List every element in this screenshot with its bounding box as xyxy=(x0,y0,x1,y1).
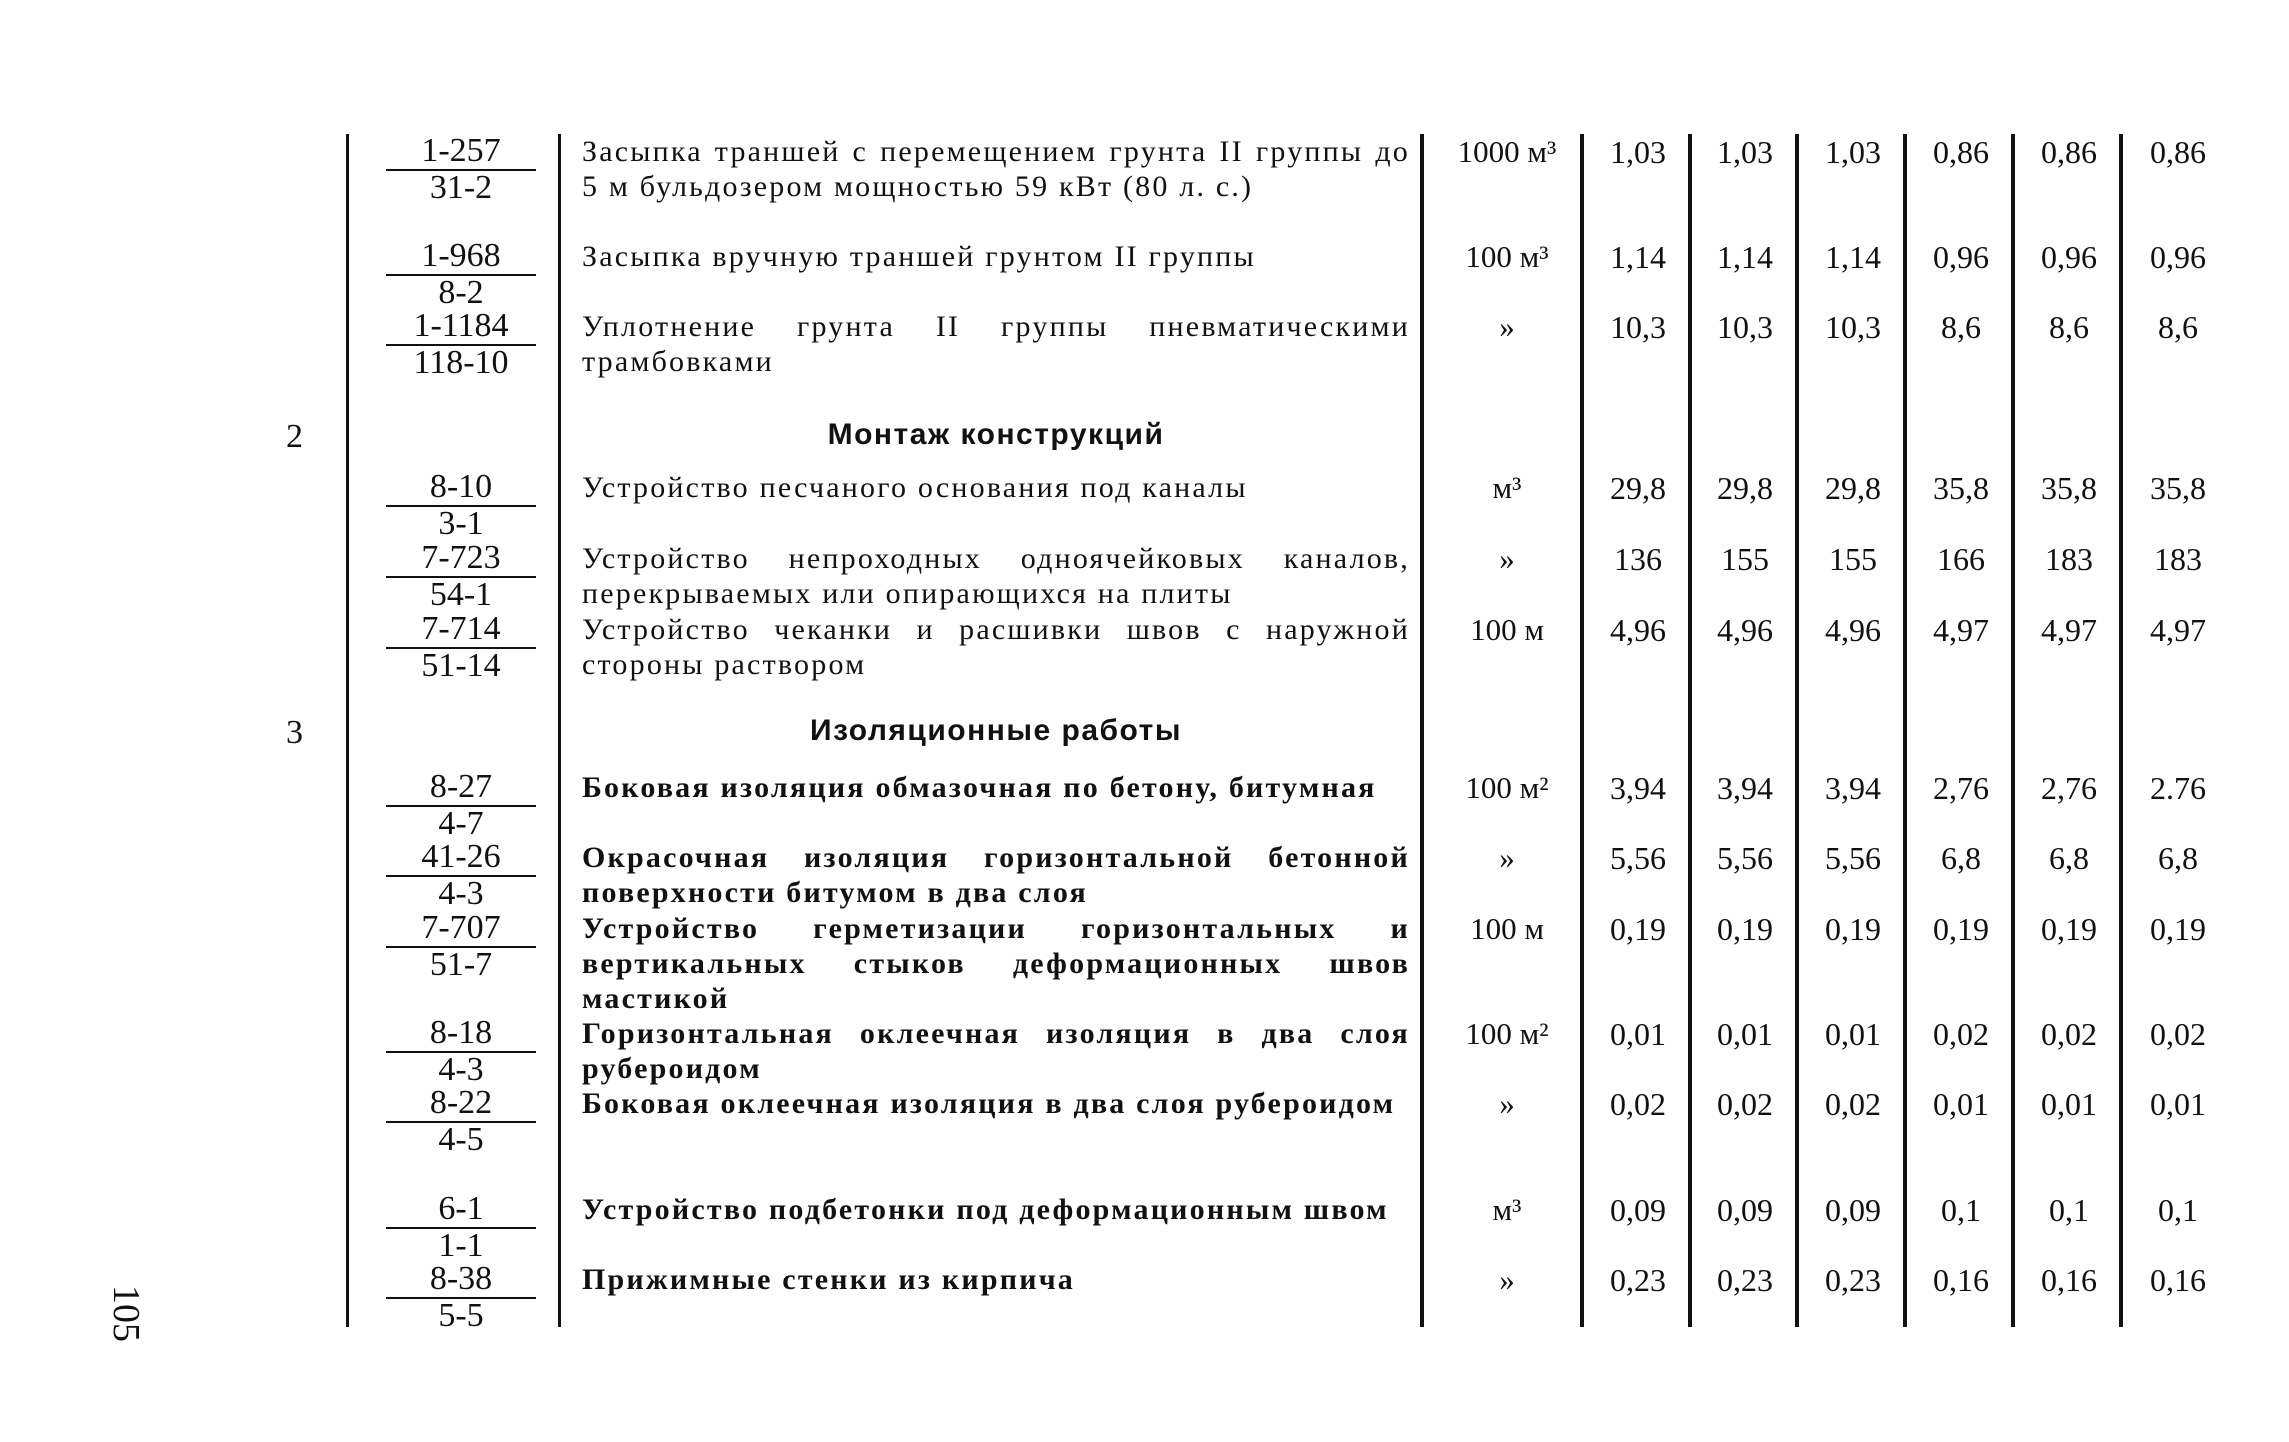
value-cell: 1,14 xyxy=(1825,239,1881,275)
value-cell: 5,56 xyxy=(1825,840,1881,876)
value-cell: 4,96 xyxy=(1610,612,1666,648)
value-cell: 0,1 xyxy=(2049,1192,2089,1228)
column-rule xyxy=(2011,134,2015,1327)
value-cell: 1,03 xyxy=(1610,134,1666,170)
code-denominator: 54-1 xyxy=(429,576,493,613)
section-title: Монтаж конструкций xyxy=(827,418,1165,451)
code-numerator: 8-27 xyxy=(386,770,536,807)
norm-code xyxy=(386,541,536,612)
value-cell: 2.76 xyxy=(2150,770,2206,806)
value-cell: 0,16 xyxy=(2041,1262,2097,1298)
code-numerator: 8-22 xyxy=(386,1086,536,1123)
code-numerator: 8-38 xyxy=(386,1262,536,1299)
value-cell: 0,96 xyxy=(2150,239,2206,275)
value-cell: 4,97 xyxy=(1933,612,1989,648)
value-cell: 0,01 xyxy=(2041,1086,2097,1122)
code-numerator: 6-1 xyxy=(386,1192,536,1229)
value-cell: 3,94 xyxy=(1717,770,1773,806)
norm-code xyxy=(386,911,536,982)
page-number: 105 xyxy=(105,1285,147,1342)
value-cell: 0,01 xyxy=(2150,1086,2206,1122)
value-cell: 3,94 xyxy=(1825,770,1881,806)
value-cell: 183 xyxy=(2154,541,2202,577)
value-cell: 10,3 xyxy=(1610,309,1666,345)
value-cell: 183 xyxy=(2045,541,2093,577)
unit-of-measure: м³ xyxy=(1492,470,1522,505)
value-cell: 0,02 xyxy=(1717,1086,1773,1122)
section-title: Изоляционные работы xyxy=(810,714,1182,747)
value-cell: 0,01 xyxy=(1717,1016,1773,1052)
unit-of-measure: 100 м² xyxy=(1465,770,1549,805)
value-cell: 0,86 xyxy=(1933,134,1989,170)
value-cell: 8,6 xyxy=(1941,309,1981,345)
code-numerator: 7-707 xyxy=(386,911,536,948)
norm-code xyxy=(386,1262,536,1333)
value-cell: 1,14 xyxy=(1717,239,1773,275)
value-cell: 0,19 xyxy=(1933,911,1989,947)
column-rule xyxy=(346,134,349,1327)
value-cell: 0,19 xyxy=(1825,911,1881,947)
value-cell: 3,94 xyxy=(1610,770,1666,806)
work-description: Боковая изоляция обмазочная по бетону, битумная xyxy=(582,771,1377,804)
code-numerator: 7-723 xyxy=(386,541,536,578)
work-description: Боковая оклеечная изоляция в два слоя рубероидом xyxy=(582,1087,1396,1120)
work-description: Прижимные стенки из кирпича xyxy=(582,1263,1076,1296)
value-cell: 0,23 xyxy=(1610,1262,1666,1298)
value-cell: 29,8 xyxy=(1610,470,1666,506)
value-cell: 35,8 xyxy=(2150,470,2206,506)
norm-code xyxy=(386,1016,536,1087)
code-denominator: 4-3 xyxy=(438,1051,484,1088)
code-denominator: 51-7 xyxy=(429,946,493,983)
value-cell: 10,3 xyxy=(1717,309,1773,345)
norm-code xyxy=(386,239,536,310)
code-numerator: 1-968 xyxy=(386,239,536,276)
column-rule xyxy=(558,134,561,1327)
unit-of-measure: » xyxy=(1499,541,1515,576)
code-numerator: 41-26 xyxy=(386,840,536,877)
value-cell: 4,96 xyxy=(1717,612,1773,648)
value-cell: 0,23 xyxy=(1717,1262,1773,1298)
unit-of-measure: 1000 м³ xyxy=(1457,134,1557,169)
value-cell: 8,6 xyxy=(2049,309,2089,345)
work-description: Устройство подбетонки под деформационным швом xyxy=(582,1193,1389,1226)
value-cell: 0,02 xyxy=(1825,1086,1881,1122)
unit-of-measure: 100 м² xyxy=(1465,1016,1549,1051)
value-cell: 5,56 xyxy=(1610,840,1666,876)
value-cell: 0,96 xyxy=(2041,239,2097,275)
code-denominator: 4-7 xyxy=(438,805,484,842)
code-denominator: 1-1 xyxy=(438,1227,484,1264)
work-description: Горизонтальная оклеечная изоляция в два слоя рубероидом xyxy=(582,1017,1410,1085)
norm-code xyxy=(386,309,536,380)
unit-of-measure: » xyxy=(1499,1262,1515,1297)
value-cell: 2,76 xyxy=(2041,770,2097,806)
value-cell: 0,09 xyxy=(1825,1192,1881,1228)
value-cell: 1,03 xyxy=(1825,134,1881,170)
work-description: Окрасочная изоляция горизонтальной бетонной поверхности битумом в два слоя xyxy=(582,841,1410,909)
column-rule xyxy=(2119,134,2123,1327)
norm-code xyxy=(386,612,536,683)
norm-code xyxy=(386,840,536,911)
code-denominator: 5-5 xyxy=(438,1297,484,1334)
value-cell: 8,6 xyxy=(2158,309,2198,345)
value-cell: 0,19 xyxy=(1610,911,1666,947)
norm-code xyxy=(386,770,536,841)
section-number: 3 xyxy=(286,714,303,751)
code-denominator: 118-10 xyxy=(413,344,509,381)
value-cell: 0,01 xyxy=(1933,1086,1989,1122)
code-denominator: 4-3 xyxy=(438,875,484,912)
value-cell: 6,8 xyxy=(2158,840,2198,876)
value-cell: 0,09 xyxy=(1717,1192,1773,1228)
value-cell: 0,02 xyxy=(1610,1086,1666,1122)
norm-code xyxy=(386,1192,536,1263)
value-cell: 4,96 xyxy=(1825,612,1881,648)
work-description: Устройство песчаного основания под каналы xyxy=(582,471,1248,504)
norm-code xyxy=(386,470,536,541)
code-numerator: 8-18 xyxy=(386,1016,536,1053)
value-cell: 6,8 xyxy=(1941,840,1981,876)
value-cell: 0,19 xyxy=(1717,911,1773,947)
value-cell: 35,8 xyxy=(1933,470,1989,506)
unit-of-measure: 100 м xyxy=(1470,911,1544,946)
value-cell: 0,96 xyxy=(1933,239,1989,275)
value-cell: 0,16 xyxy=(2150,1262,2206,1298)
column-rule xyxy=(1420,134,1424,1327)
value-cell: 0,86 xyxy=(2150,134,2206,170)
unit-of-measure: 100 м xyxy=(1470,612,1544,647)
code-denominator: 4-5 xyxy=(438,1121,484,1158)
code-denominator: 51-14 xyxy=(421,647,501,684)
value-cell: 0,01 xyxy=(1610,1016,1666,1052)
column-rule xyxy=(1903,134,1907,1327)
value-cell: 5,56 xyxy=(1717,840,1773,876)
unit-of-measure: » xyxy=(1499,1086,1515,1121)
value-cell: 4,97 xyxy=(2150,612,2206,648)
unit-of-measure: 100 м³ xyxy=(1465,239,1549,274)
value-cell: 29,8 xyxy=(1825,470,1881,506)
work-description: Уплотнение грунта II группы пневматическими трамбовками xyxy=(582,310,1410,378)
value-cell: 2,76 xyxy=(1933,770,1989,806)
value-cell: 0,02 xyxy=(2150,1016,2206,1052)
value-cell: 0,23 xyxy=(1825,1262,1881,1298)
work-description: Устройство чеканки и расшивки швов с наружной стороны раствором xyxy=(582,613,1410,681)
value-cell: 0,86 xyxy=(2041,134,2097,170)
unit-of-measure: » xyxy=(1499,840,1515,875)
code-denominator: 8-2 xyxy=(438,274,484,311)
value-cell: 0,02 xyxy=(1933,1016,1989,1052)
norm-code xyxy=(386,1086,536,1157)
value-cell: 136 xyxy=(1614,541,1662,577)
value-cell: 0,19 xyxy=(2041,911,2097,947)
value-cell: 35,8 xyxy=(2041,470,2097,506)
value-cell: 0,01 xyxy=(1825,1016,1881,1052)
value-cell: 6,8 xyxy=(2049,840,2089,876)
value-cell: 0,09 xyxy=(1610,1192,1666,1228)
value-cell: 1,14 xyxy=(1610,239,1666,275)
value-cell: 155 xyxy=(1829,541,1877,577)
unit-of-measure: м³ xyxy=(1492,1192,1522,1227)
value-cell: 166 xyxy=(1937,541,1985,577)
code-numerator: 1-257 xyxy=(386,134,536,171)
work-description: Засыпка траншей с перемещением грунта II группы до 5 м бульдозером мощностью 59 кВт (80 л. с.) xyxy=(582,135,1410,203)
value-cell: 0,02 xyxy=(2041,1016,2097,1052)
value-cell: 155 xyxy=(1721,541,1769,577)
value-cell: 0,16 xyxy=(1933,1262,1989,1298)
value-cell: 0,1 xyxy=(1941,1192,1981,1228)
value-cell: 4,97 xyxy=(2041,612,2097,648)
work-description: Устройство герметизации горизонтальных и вертикальных стыков деформационных швов мастикой xyxy=(582,912,1410,1015)
code-numerator: 7-714 xyxy=(386,612,536,649)
column-rule xyxy=(1795,134,1799,1327)
value-cell: 0,1 xyxy=(2158,1192,2198,1228)
code-numerator: 8-10 xyxy=(386,470,536,507)
code-denominator: 31-2 xyxy=(429,169,493,206)
value-cell: 10,3 xyxy=(1825,309,1881,345)
value-cell: 1,03 xyxy=(1717,134,1773,170)
work-description: Засыпка вручную траншей грунтом II группы xyxy=(582,240,1256,273)
code-denominator: 3-1 xyxy=(438,505,484,542)
section-number: 2 xyxy=(286,418,303,455)
unit-of-measure: » xyxy=(1499,309,1515,344)
code-numerator: 1-1184 xyxy=(386,309,536,346)
norm-code xyxy=(386,134,536,205)
value-cell: 29,8 xyxy=(1717,470,1773,506)
work-description: Устройство непроходных одноячейковых каналов, перекрываемых или опирающихся на плиты xyxy=(582,542,1410,610)
column-rule xyxy=(1688,134,1692,1327)
value-cell: 0,19 xyxy=(2150,911,2206,947)
